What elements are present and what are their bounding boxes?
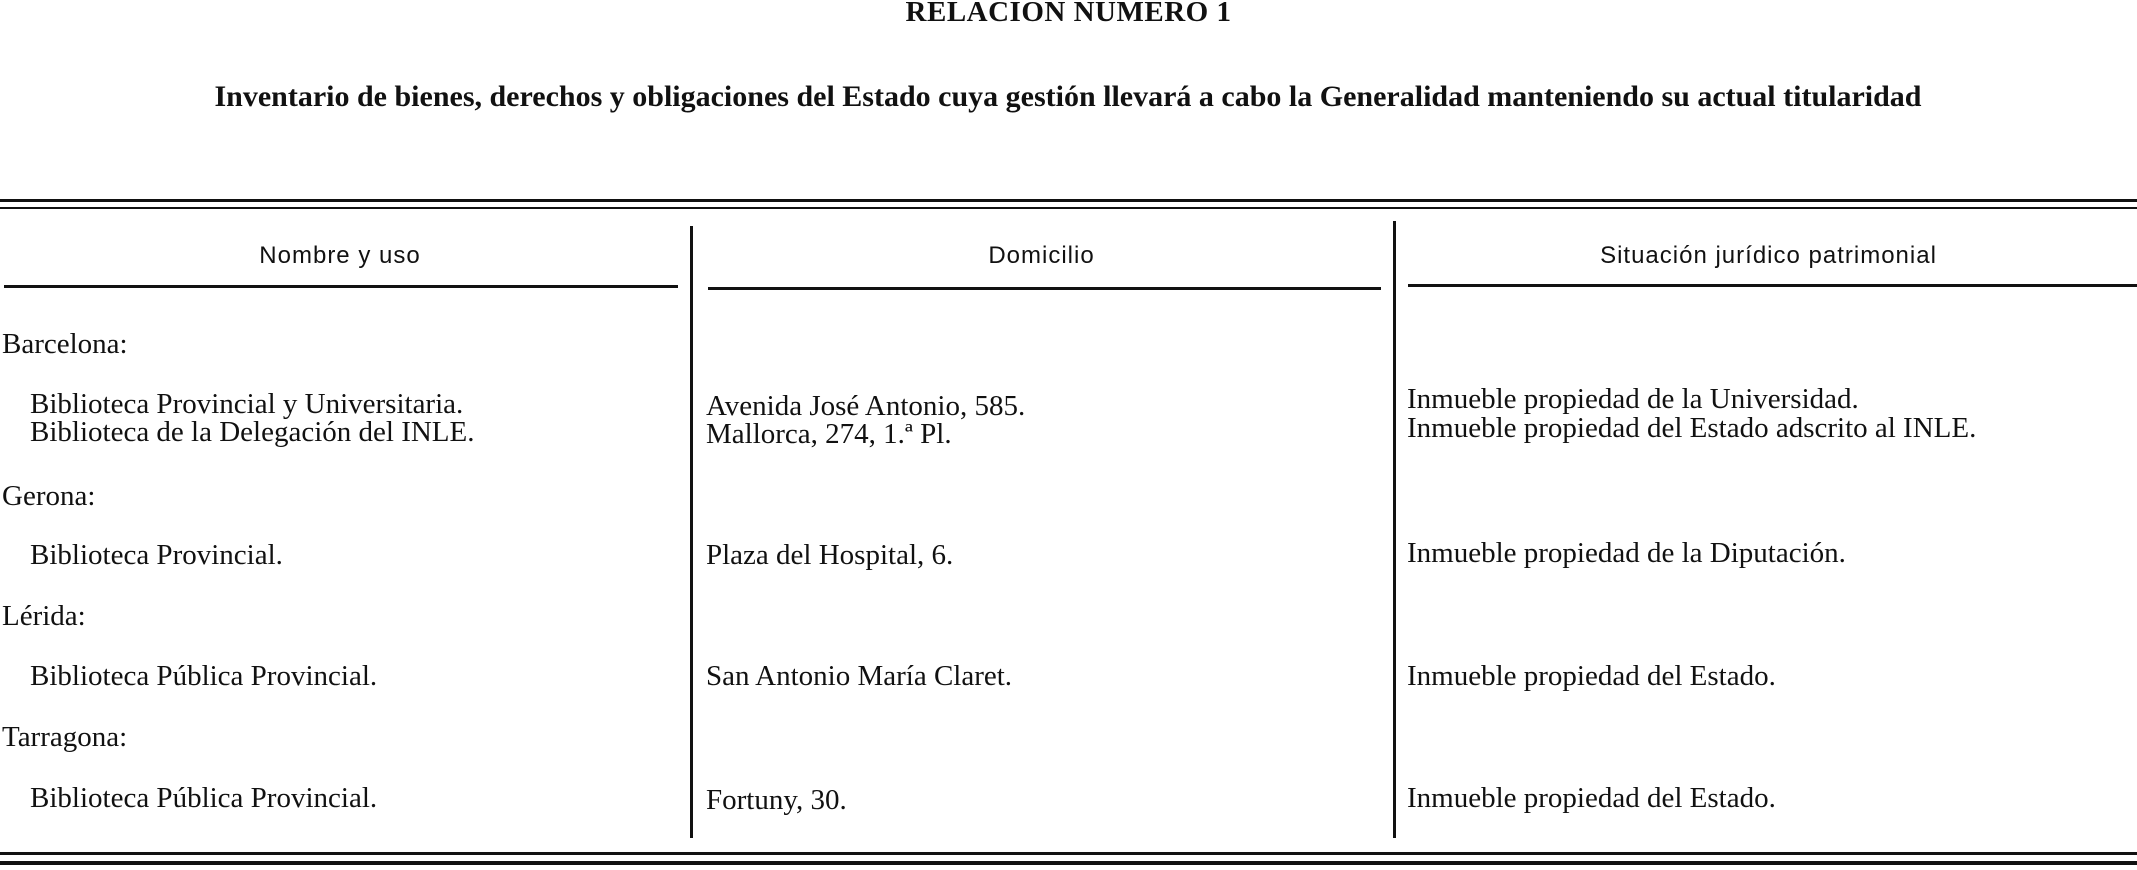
table-top-rule-inner [0,207,2137,209]
column-header-name: Nombre y uso [259,242,421,269]
entry-name: Biblioteca Provincial. [30,539,283,571]
entry-name: Biblioteca de la Delegación del INLE. [30,416,475,448]
province-gerona: Gerona: [2,480,96,512]
entry-address: Fortuny, 30. [706,784,847,816]
entry-name: Biblioteca Pública Provincial. [30,782,378,814]
header-underline-address [708,287,1381,290]
entry-status: Inmueble propiedad de la Universidad. [1407,383,1859,415]
entry-name: Biblioteca Provincial y Universitaria. [30,388,464,420]
column-divider-1 [690,226,693,838]
entry-address: Avenida José Antonio, 585. [706,390,1026,422]
entry-status: Inmueble propiedad del Estado. [1407,660,1776,692]
table-bottom-rule [0,852,2137,855]
column-divider-2 [1393,221,1396,838]
province-lerida: Lérida: [2,600,86,632]
relation-heading: RELACION NUMERO 1 [905,0,1232,28]
entry-status: Inmueble propiedad del Estado. [1407,782,1776,814]
entry-name: Biblioteca Pública Provincial. [30,660,378,692]
inventory-subtitle: Inventario de bienes, derechos y obligaciones del Estado cuya gestión llevará a cabo la Generalidad manteniendo su actual titularidad [214,80,1922,113]
entry-status: Inmueble propiedad de la Diputación. [1407,537,1846,569]
table-bottom-rule-outer [0,861,2137,865]
entry-status: Inmueble propiedad del Estado adscrito al INLE. [1407,412,1977,444]
column-header-status: Situación jurídico patrimonial [1600,242,1937,269]
entry-address: San Antonio María Claret. [706,660,1013,692]
province-barcelona: Barcelona: [2,328,128,360]
header-underline-name [4,285,678,288]
entry-address: Mallorca, 274, 1.ª Pl. [706,418,952,450]
column-header-address: Domicilio [988,242,1095,269]
province-tarragona: Tarragona: [2,721,128,753]
entry-address: Plaza del Hospital, 6. [706,539,954,571]
header-underline-status [1408,284,2137,287]
table-top-rule [0,199,2137,202]
